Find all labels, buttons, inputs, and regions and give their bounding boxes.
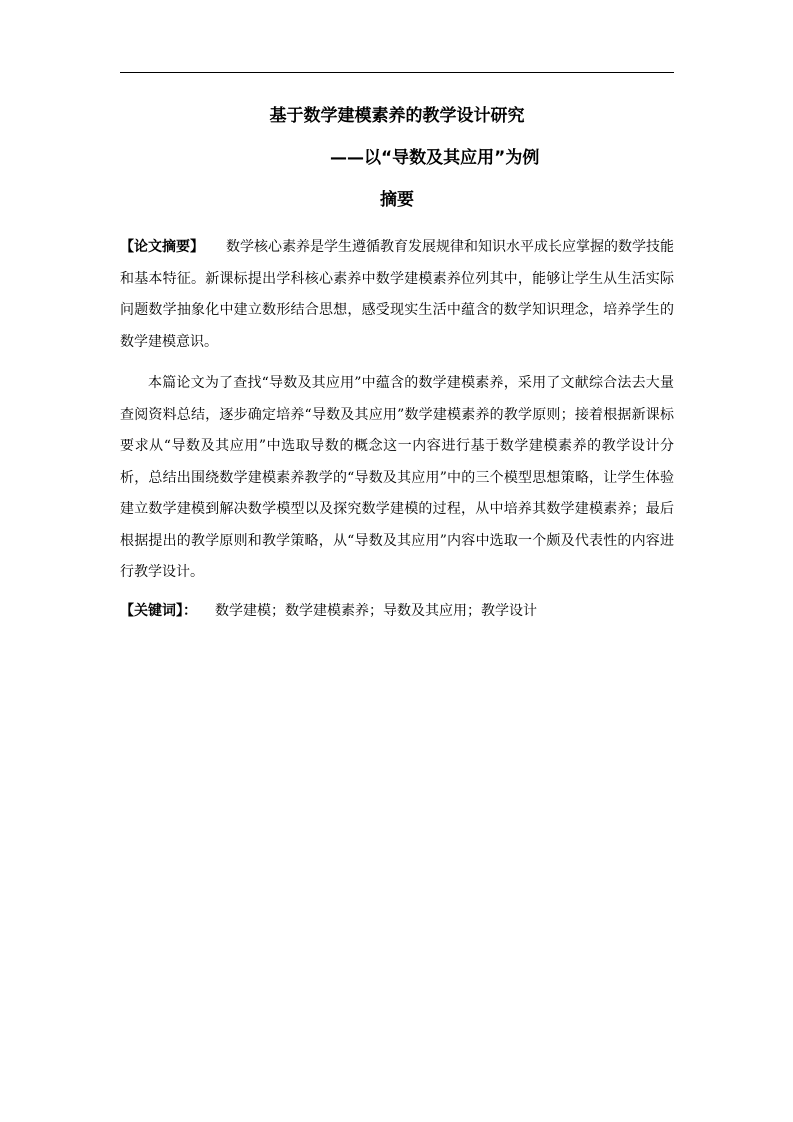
paper-subtitle: ——以“导数及其应用”为例 [330, 148, 540, 168]
abstract-heading: 摘要 [380, 190, 414, 210]
keywords-text: 数学建模；数学建模素养；导数及其应用；教学设计 [215, 603, 537, 619]
abstract-text-1: 数学核心素养是学生遵循教育发展规律和知识水平成长应掌握的数学技能和基本特征。新课标提出学科核心素养中数学建模素养位列其中，能够让学生从生活实际问题数学抽象化中建立数形结合思想，感受现实生活中蕴含的数学知识理念，培养学生的数学建模意识。 [120, 239, 674, 350]
keywords-line [120, 596, 674, 628]
abstract-text-2: 本篇论文为了查找“导数及其应用”中蕴含的数学建模素养，采用了文献综合法去大量查阅资料总结，逐步确定培养“导数及其应用”数学建模素养的教学原则；接着根据新课标要求从“导数及其应用”中选取导数的概念这一内容进行基于数学建模素养的教学设计分析，总结出围绕数学建模素养教学的“导数及其应用”中的三个模型思想策略，让学生体验建立数学建模到解决数学模型以及探究数学建模的过程，从中培养其数学建模素养；最后根据提出的教学原则和教学策略，从“导数及其应用”内容中选取一个颇及代表性的内容进行教学设计。 [120, 375, 674, 580]
header-rule [120, 72, 674, 73]
abstract-label: 【论文摘要】 [120, 239, 204, 255]
abstract-paragraph-1 [120, 232, 674, 358]
abstract-paragraph-2 [120, 368, 674, 589]
paper-title: 基于数学建模素养的教学设计研究 [269, 106, 525, 126]
keywords-label: 【关键词】： [120, 603, 197, 619]
